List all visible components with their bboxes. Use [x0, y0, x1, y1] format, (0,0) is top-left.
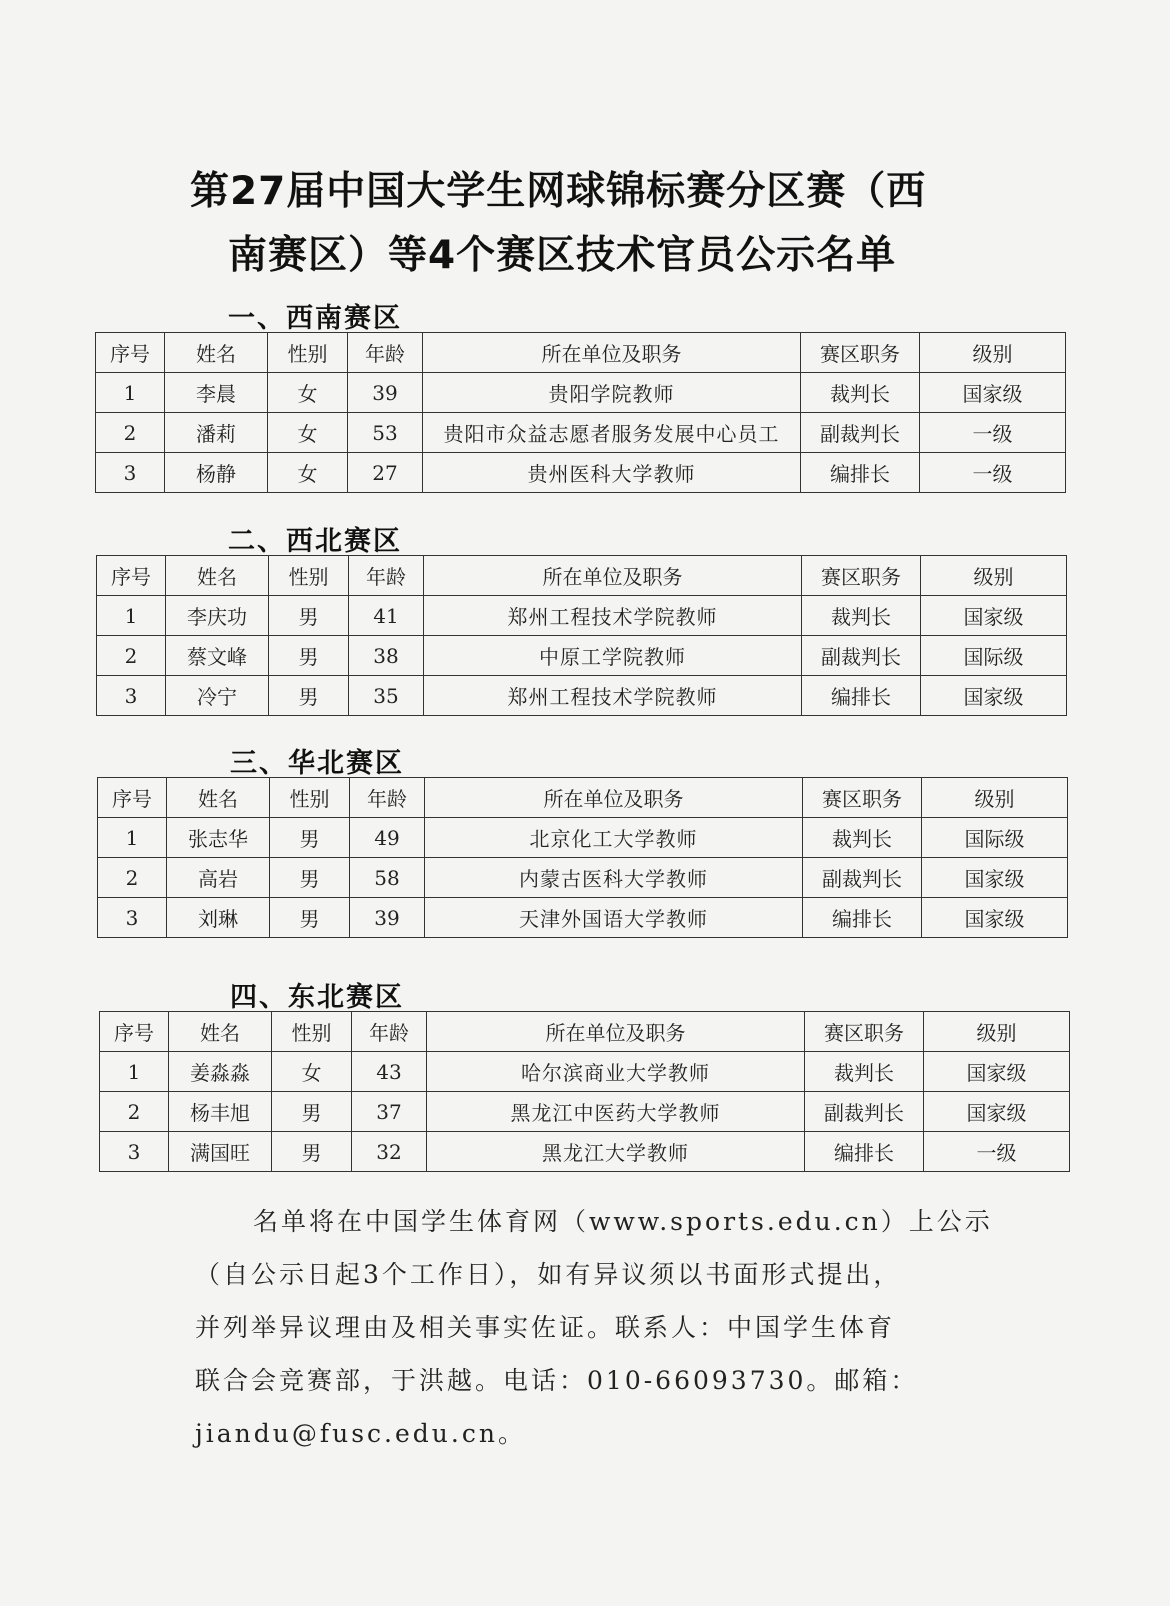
- cell-name: 李庆功: [166, 596, 269, 636]
- cell-gender: 女: [272, 1052, 352, 1092]
- column-header-level: 级别: [921, 556, 1067, 596]
- cell-seq: 1: [98, 818, 167, 858]
- cell-name: 蔡文峰: [166, 636, 269, 676]
- roster-table-northwest: [96, 555, 1067, 716]
- section-heading-north: 三、华北赛区: [230, 748, 404, 779]
- table-row: [98, 858, 1068, 898]
- table-row: [97, 596, 1067, 636]
- document-title: [190, 160, 990, 288]
- table-header-row: [98, 778, 1068, 818]
- cell-age: 49: [350, 818, 425, 858]
- cell-level: 国家级: [921, 596, 1067, 636]
- table-header-row: [96, 333, 1066, 373]
- column-header-unit-position: 所在单位及职务: [423, 333, 801, 373]
- cell-zone-role: 副裁判长: [801, 413, 920, 453]
- cell-gender: 男: [269, 676, 349, 716]
- roster-table-southwest: [95, 332, 1066, 493]
- cell-level: 一级: [920, 413, 1066, 453]
- column-header-age: 年龄: [348, 333, 423, 373]
- cell-gender: 女: [268, 373, 348, 413]
- cell-seq: 1: [96, 373, 165, 413]
- cell-level: 一级: [920, 453, 1066, 493]
- column-header-unit-position: 所在单位及职务: [424, 556, 802, 596]
- cell-gender: 男: [272, 1132, 352, 1172]
- cell-age: 53: [348, 413, 423, 453]
- cell-age: 41: [349, 596, 424, 636]
- cell-age: 38: [349, 636, 424, 676]
- cell-unit-position: 郑州工程技术学院教师: [424, 596, 802, 636]
- cell-level: 国家级: [922, 858, 1068, 898]
- table-row: [98, 898, 1068, 938]
- cell-zone-role: 裁判长: [803, 818, 922, 858]
- column-header-name: 姓名: [169, 1012, 272, 1052]
- cell-zone-role: 编排长: [802, 676, 921, 716]
- cell-zone-role: 编排长: [803, 898, 922, 938]
- cell-age: 35: [349, 676, 424, 716]
- column-header-zone-role: 赛区职务: [803, 778, 922, 818]
- notice-paragraph: [195, 1195, 995, 1460]
- column-header-name: 姓名: [165, 333, 268, 373]
- cell-seq: 3: [98, 898, 167, 938]
- column-header-unit-position: 所在单位及职务: [427, 1012, 805, 1052]
- cell-level: 一级: [924, 1132, 1070, 1172]
- cell-name: 高岩: [167, 858, 270, 898]
- cell-unit-position: 贵州医科大学教师: [423, 453, 801, 493]
- table-row: [100, 1132, 1070, 1172]
- notice-line: 并列举异议理由及相关事实佐证。联系人：中国学生体育: [195, 1313, 896, 1342]
- cell-level: 国际级: [921, 636, 1067, 676]
- cell-zone-role: 裁判长: [801, 373, 920, 413]
- cell-seq: 1: [100, 1052, 169, 1092]
- column-header-zone-role: 赛区职务: [805, 1012, 924, 1052]
- cell-gender: 女: [268, 413, 348, 453]
- title-line-1: 第27届中国大学生网球锦标赛分区赛（西: [190, 169, 927, 214]
- cell-level: 国家级: [921, 676, 1067, 716]
- cell-unit-position: 天津外国语大学教师: [425, 898, 803, 938]
- column-header-seq: 序号: [98, 778, 167, 818]
- roster-table-northeast: [99, 1011, 1070, 1172]
- cell-unit-position: 内蒙古医科大学教师: [425, 858, 803, 898]
- column-header-seq: 序号: [96, 333, 165, 373]
- cell-unit-position: 北京化工大学教师: [425, 818, 803, 858]
- cell-gender: 男: [269, 596, 349, 636]
- column-header-age: 年龄: [349, 556, 424, 596]
- cell-level: 国家级: [924, 1092, 1070, 1132]
- cell-seq: 3: [97, 676, 166, 716]
- cell-gender: 男: [270, 898, 350, 938]
- cell-zone-role: 副裁判长: [805, 1092, 924, 1132]
- column-header-gender: 性别: [270, 778, 350, 818]
- cell-name: 张志华: [167, 818, 270, 858]
- notice-line: 名单将在中国学生体育网（www.sports.edu.cn）上公示: [253, 1207, 993, 1236]
- cell-seq: 1: [97, 596, 166, 636]
- cell-age: 32: [352, 1132, 427, 1172]
- cell-level: 国际级: [922, 818, 1068, 858]
- column-header-level: 级别: [924, 1012, 1070, 1052]
- cell-seq: 3: [100, 1132, 169, 1172]
- cell-unit-position: 郑州工程技术学院教师: [424, 676, 802, 716]
- table-row: [100, 1092, 1070, 1132]
- cell-gender: 女: [268, 453, 348, 493]
- cell-zone-role: 副裁判长: [803, 858, 922, 898]
- column-header-gender: 性别: [272, 1012, 352, 1052]
- roster-table-north: [97, 777, 1068, 938]
- column-header-level: 级别: [922, 778, 1068, 818]
- title-line-2: 南赛区）等4个赛区技术官员公示名单: [228, 233, 897, 278]
- column-header-level: 级别: [920, 333, 1066, 373]
- cell-seq: 3: [96, 453, 165, 493]
- cell-unit-position: 贵阳学院教师: [423, 373, 801, 413]
- column-header-seq: 序号: [100, 1012, 169, 1052]
- cell-unit-position: 贵阳市众益志愿者服务发展中心员工: [423, 413, 801, 453]
- cell-age: 43: [352, 1052, 427, 1092]
- cell-level: 国家级: [922, 898, 1068, 938]
- column-header-name: 姓名: [166, 556, 269, 596]
- cell-name: 杨静: [165, 453, 268, 493]
- column-header-gender: 性别: [268, 333, 348, 373]
- cell-age: 37: [352, 1092, 427, 1132]
- cell-age: 27: [348, 453, 423, 493]
- column-header-age: 年龄: [350, 778, 425, 818]
- column-header-seq: 序号: [97, 556, 166, 596]
- column-header-zone-role: 赛区职务: [801, 333, 920, 373]
- section-heading-northeast: 四、东北赛区: [230, 982, 404, 1013]
- notice-line: （自公示日起3个工作日），如有异议须以书面形式提出，: [195, 1260, 902, 1289]
- cell-gender: 男: [270, 818, 350, 858]
- table-row: [96, 413, 1066, 453]
- cell-name: 冷宁: [166, 676, 269, 716]
- table-row: [96, 373, 1066, 413]
- cell-zone-role: 编排长: [801, 453, 920, 493]
- column-header-name: 姓名: [167, 778, 270, 818]
- cell-unit-position: 黑龙江中医药大学教师: [427, 1092, 805, 1132]
- table-row: [97, 636, 1067, 676]
- section-heading-northwest: 二、西北赛区: [228, 526, 402, 557]
- cell-name: 满国旺: [169, 1132, 272, 1172]
- cell-zone-role: 裁判长: [802, 596, 921, 636]
- cell-name: 姜淼淼: [169, 1052, 272, 1092]
- cell-name: 李晨: [165, 373, 268, 413]
- cell-zone-role: 编排长: [805, 1132, 924, 1172]
- cell-gender: 男: [269, 636, 349, 676]
- cell-zone-role: 裁判长: [805, 1052, 924, 1092]
- table-header-row: [100, 1012, 1070, 1052]
- notice-line: jiandu@fusc.edu.cn。: [195, 1419, 526, 1448]
- table-row: [96, 453, 1066, 493]
- cell-name: 刘琳: [167, 898, 270, 938]
- cell-unit-position: 哈尔滨商业大学教师: [427, 1052, 805, 1092]
- notice-line: 联合会竞赛部，于洪越。电话：010-66093730。邮箱：: [195, 1366, 919, 1395]
- column-header-unit-position: 所在单位及职务: [425, 778, 803, 818]
- cell-unit-position: 中原工学院教师: [424, 636, 802, 676]
- cell-gender: 男: [272, 1092, 352, 1132]
- table-row: [98, 818, 1068, 858]
- table-row: [97, 676, 1067, 716]
- table-row: [100, 1052, 1070, 1092]
- cell-age: 39: [348, 373, 423, 413]
- cell-level: 国家级: [924, 1052, 1070, 1092]
- cell-level: 国家级: [920, 373, 1066, 413]
- cell-seq: 2: [100, 1092, 169, 1132]
- section-heading-southwest: 一、西南赛区: [228, 303, 402, 334]
- cell-seq: 2: [96, 413, 165, 453]
- cell-name: 杨丰旭: [169, 1092, 272, 1132]
- table-header-row: [97, 556, 1067, 596]
- cell-age: 58: [350, 858, 425, 898]
- cell-zone-role: 副裁判长: [802, 636, 921, 676]
- cell-seq: 2: [98, 858, 167, 898]
- column-header-zone-role: 赛区职务: [802, 556, 921, 596]
- cell-seq: 2: [97, 636, 166, 676]
- column-header-age: 年龄: [352, 1012, 427, 1052]
- cell-gender: 男: [270, 858, 350, 898]
- column-header-gender: 性别: [269, 556, 349, 596]
- cell-unit-position: 黑龙江大学教师: [427, 1132, 805, 1172]
- cell-age: 39: [350, 898, 425, 938]
- cell-name: 潘莉: [165, 413, 268, 453]
